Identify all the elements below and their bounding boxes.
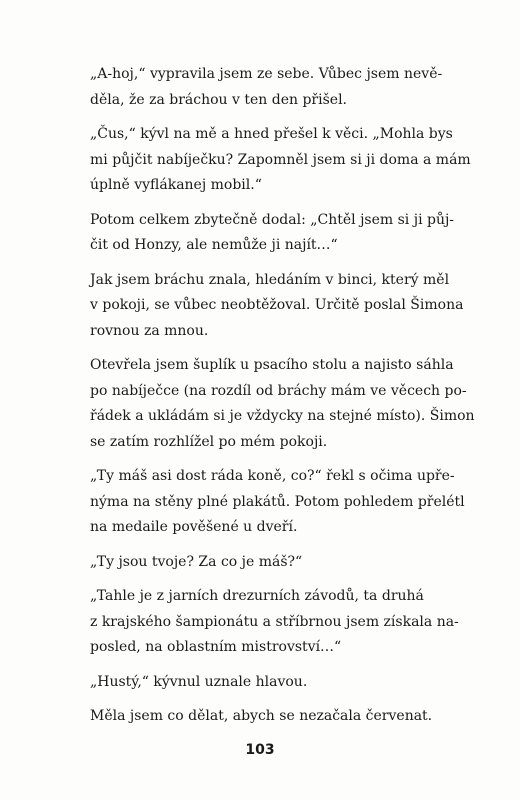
text-line: děla, že za bráchou v ten den přišel. (90, 91, 347, 108)
text-line: řádek a ukládám si je vždycky na stejné místo). Šimon (90, 408, 475, 424)
text-line: Otevřela jsem šuplík u psacího stolu a najisto sáhla (90, 357, 454, 373)
text-line: po nabíječce (na rozdíl od bráchy mám ve věcech po- (90, 382, 467, 399)
text-line: Potom celkem zbytečně dodal: „Chtěl jsem si ji půj- (90, 211, 455, 228)
text-line: Jak jsem bráchu znala, hledáním v binci, který měl (90, 271, 450, 288)
text-line: „Čus,“ kývl na mě a hned přešel k věci. „Mohla bys (90, 126, 453, 142)
text-line: rovnou za mnou. (90, 322, 209, 339)
paragraph (90, 353, 475, 455)
text-line: „Hustý,“ kývnul uznale hlavou. (90, 673, 308, 690)
body-text (90, 62, 475, 739)
paragraph (90, 704, 438, 730)
paragraph (90, 268, 464, 345)
paragraph (90, 464, 465, 541)
text-line: v pokoji, se vůbec neobtěžoval. Určitě poslal Šimona (90, 297, 464, 313)
text-line: úplně vyflákanej mobil.“ (90, 177, 262, 193)
text-line: „Tahle je z jarních drezurních závodů, ta druhá (90, 588, 424, 604)
text-line: z krajského šampionátu a stříbrnou jsem získala na- (90, 613, 459, 630)
paragraph (90, 122, 471, 199)
paragraph (90, 550, 438, 576)
text-line: nýma na stěny plné plakátů. Potom pohledem přelétl (90, 493, 465, 510)
text-line: čit od Honzy, ale nemůže ji najít…“ (90, 237, 338, 253)
paragraph (90, 62, 443, 113)
text-line: posled, na oblastním mistrovství…“ (90, 639, 342, 655)
paragraph (90, 670, 438, 696)
text-line: se zatím rozhlížel po mém pokoji. (90, 433, 328, 450)
text-line: „A-hoj,“ vypravila jsem ze sebe. Vůbec jsem nevě- (90, 66, 443, 82)
text-line: Měla jsem co dělat, abych se nezačala červenat. (90, 708, 433, 724)
text-line: „Ty máš asi dost ráda koně, co?“ řekl s očima upře- (90, 468, 455, 484)
text-line: „Ty jsou tvoje? Za co je máš?“ (90, 553, 303, 570)
page-number: 103 (245, 742, 275, 758)
paragraph (90, 208, 455, 259)
text-line: na medaile pověšené u dveří. (90, 519, 298, 535)
text-line: mi půjčit nabíječku? Zapomněl jsem si ji doma a mám (90, 151, 471, 168)
paragraph (90, 584, 459, 661)
